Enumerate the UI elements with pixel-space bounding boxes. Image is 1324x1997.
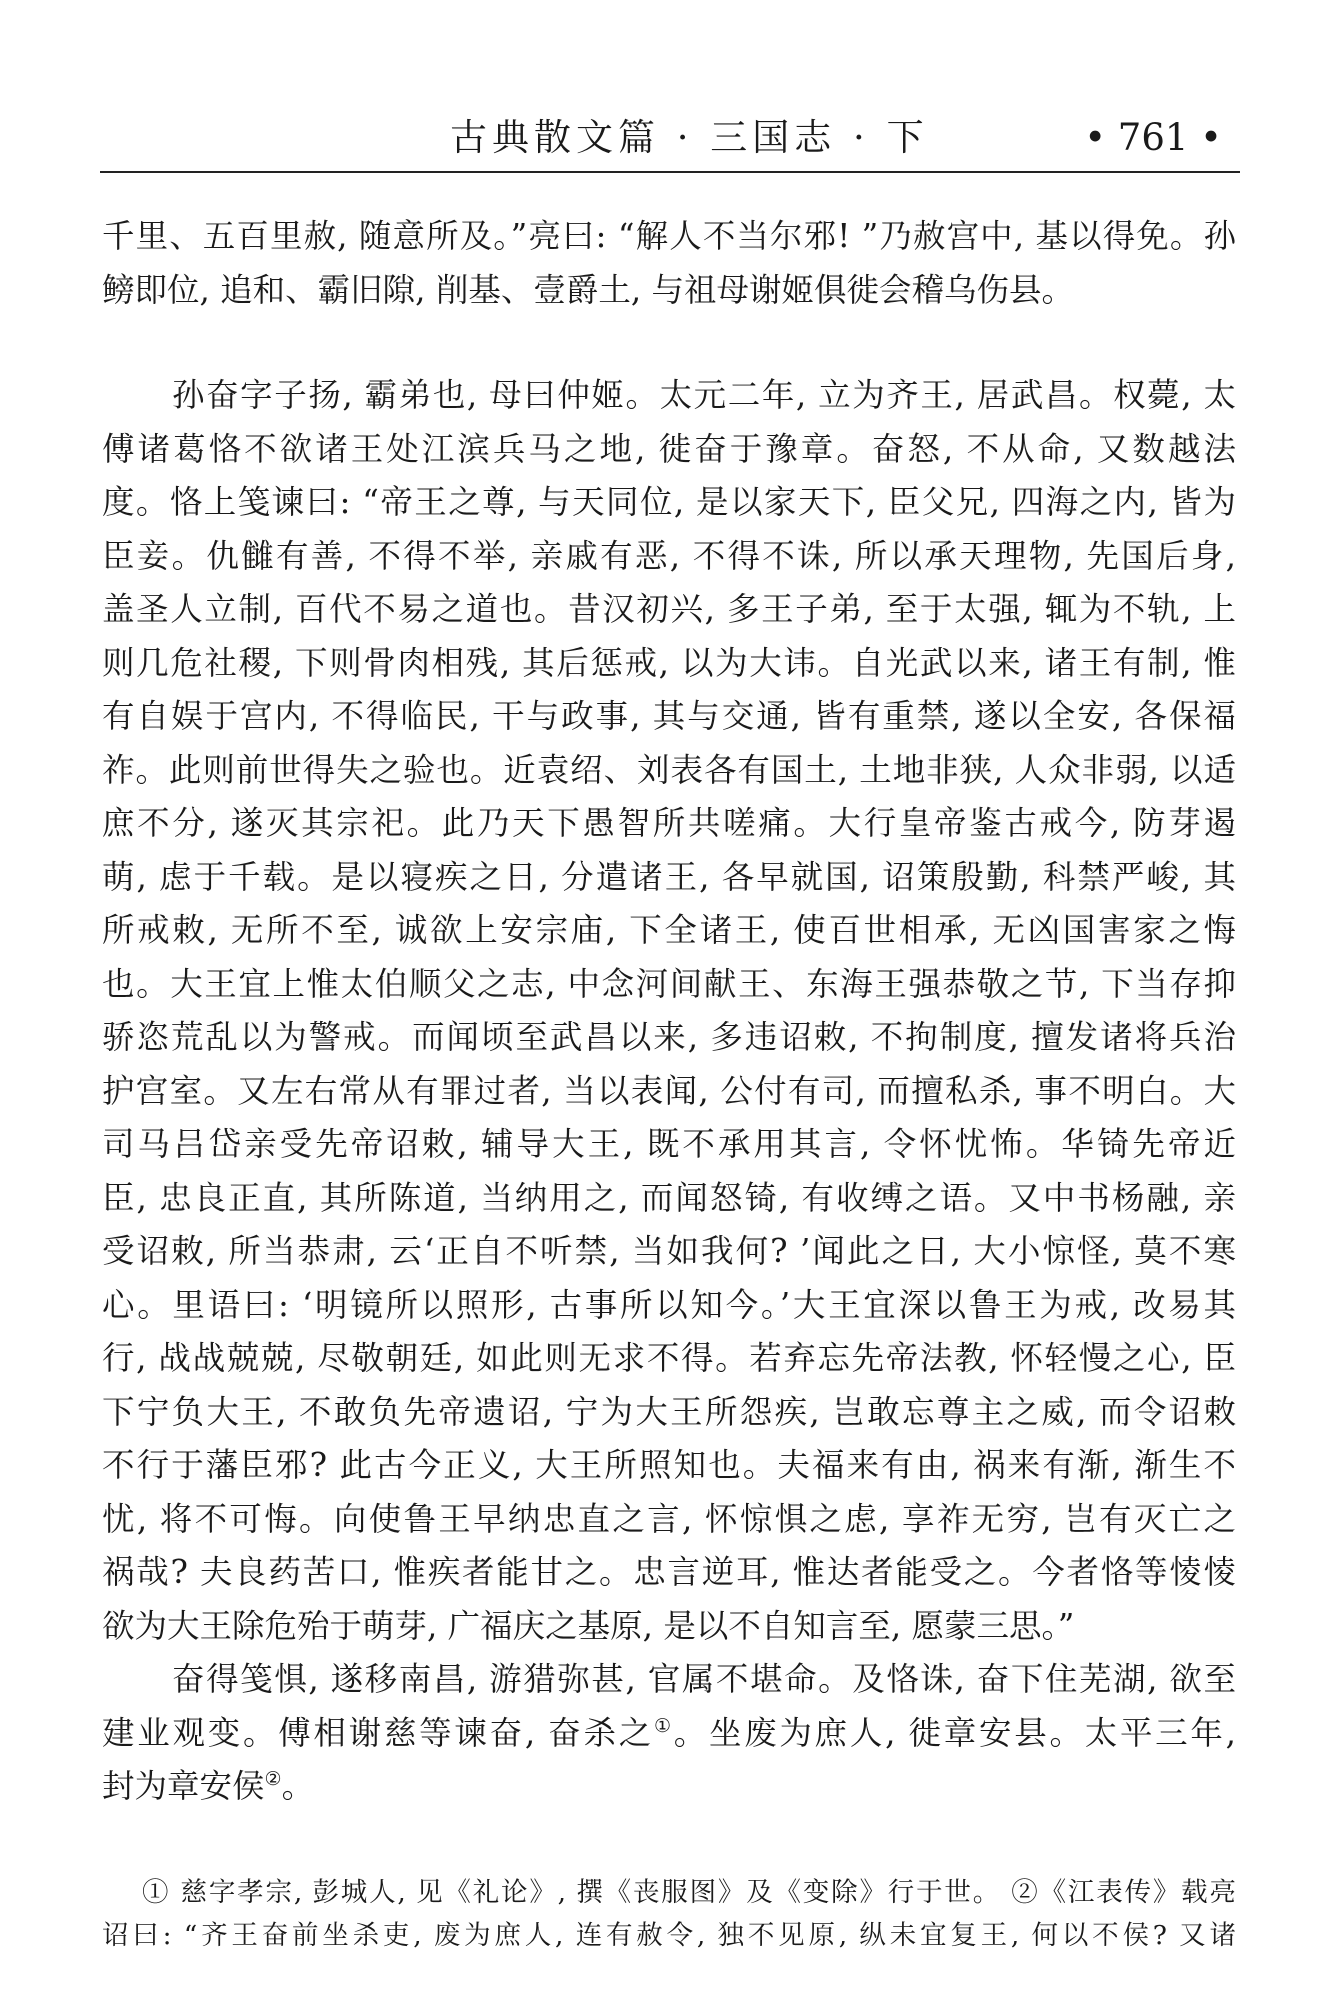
text-line: 孙奋字子扬, 霸弟也, 母曰仲姬。太元二年, 立为齐王, 居武昌。权薨, 太 xyxy=(172,376,1236,414)
text-line: 萌, 虑于千载。是以寝疾之日, 分遣诸王, 各早就国, 诏策殷勤, 科禁严峻, 其 xyxy=(102,857,1236,896)
text-line: 则几危社稷, 下则骨肉相残, 其后惩戒, 以为大讳。自光武以来, 诸王有制, 惟 xyxy=(102,643,1236,682)
text-line: 受诏敕, 所当恭肃, 云‘正自不听禁, 当如我何? ’闻此之日, 大小惊怪, 莫不寒 xyxy=(102,1232,1236,1270)
text-line: 盖圣人立制, 百代不易之道也。昔汉初兴, 多王子弟, 至于太强, 辄为不轨, 上 xyxy=(102,590,1236,628)
text-line: 臣妾。仇雠有善, 不得不举, 亲戚有恶, 不得不诛, 所以承天理物, 先国后身, xyxy=(102,536,1236,575)
text-line: 千里、五百里赦, 随意所及。”亮曰: “解人不当尔邪! ”乃赦宫中, 基以得免。孙 xyxy=(102,217,1236,255)
text-line: 司马吕岱亲受先帝诏敕, 辅导大王, 既不承用其言, 令怀忧怖。华锜先帝近 xyxy=(102,1125,1236,1163)
text-line: 骄恣荒乱以为警戒。而闻顷至武昌以来, 多违诏敕, 不拘制度, 擅发诸将兵治 xyxy=(102,1018,1236,1056)
text-line: 忧, 将不可悔。向使鲁王早纳忠直之言, 怀惊惧之虑, 享祚无穷, 岂有灭亡之 xyxy=(102,1499,1236,1538)
main-text xyxy=(102,210,1236,1814)
text-segment: 。坐废为庶人, 徙章安县。太平三年, xyxy=(673,1713,1236,1752)
page-number: • 761 • xyxy=(1084,116,1222,159)
text-line: 不行于藩臣邪? 此古今正义, 大王所照知也。夫福来有由, 祸来有渐, 渐生不 xyxy=(102,1446,1236,1484)
text-line: 祚。此则前世得失之验也。近袁绍、刘表各有国土, 土地非狭, 人众非弱, 以适 xyxy=(102,750,1236,789)
text-line xyxy=(102,1760,1236,1814)
text-line: 鳑即位, 追和、霸旧隙, 削基、壹爵土, 与祖母谢姬俱徙会稽乌伤县。 xyxy=(102,270,1074,309)
text-line: 护宫室。又左右常从有罪过者, 当以表闻, 公付有司, 而擅私杀, 事不明白。大 xyxy=(102,1071,1236,1110)
running-title: 古典散文篇 · 三国志 · 下 xyxy=(450,116,929,159)
text-line: 傅诸葛恪不欲诸王处江滨兵马之地, 徙奋于豫章。奋怒, 不从命, 又数越法 xyxy=(102,429,1236,468)
paragraph-gap xyxy=(102,317,1236,369)
footnote-line: ① 慈字孝宗, 彭城人, 见《礼论》, 撰《丧服图》及《变除》行于世。 ②《江表传》载亮 xyxy=(142,1877,1236,1908)
text-line: 所戒敕, 无所不至, 诚欲上安宗庙, 下全诸王, 使百世相承, 无凶国害家之悔 xyxy=(102,911,1236,949)
text-line: 也。大王宜上惟太伯顺父之志, 中念河间献王、东海王强恭敬之节, 下当存抑 xyxy=(102,964,1236,1003)
text-segment: 。 xyxy=(281,1767,315,1805)
text-line: 奋得笺惧, 遂移南昌, 游猎弥甚, 官属不堪命。及恪诛, 奋下住芜湖, 欲至 xyxy=(172,1660,1236,1698)
text-line: 庶不分, 遂灭其宗祀。此乃天下愚智所共嗟痛。大行皇帝鉴古戒今, 防芽遏 xyxy=(102,804,1236,842)
text-segment: 封为章安侯 xyxy=(102,1767,265,1805)
text-segment: 建业观变。傅相谢慈等谏奋, 奋杀之 xyxy=(102,1713,654,1752)
text-line: 欲为大王除危殆于萌芽, 广福庆之基原, 是以不自知言至, 愿蒙三思。” xyxy=(102,1606,1075,1645)
footnote-line: 诏曰: “齐王奋前坐杀吏, 废为庶人, 连有赦令, 独不见原, 纵未宜复王, 何以不侯? 又诸 xyxy=(102,1920,1236,1951)
text-line: 祸哉? 夫良药苦口, 惟疾者能甘之。忠言逆耳, 惟达者能受之。今者恪等㥄㥄 xyxy=(102,1553,1236,1591)
text-line: 有自娱于宫内, 不得临民, 干与政事, 其与交通, 皆有重禁, 遂以全安, 各保福 xyxy=(102,697,1236,735)
text-line: 心。里语曰: ‘明镜所以照形, 古事所以知今。’大王宜深以鲁王为戒, 改易其 xyxy=(102,1285,1236,1324)
header-rule xyxy=(100,171,1240,173)
text-line: 度。恪上笺谏曰: “帝王之尊, 与天同位, 是以家天下, 臣父兄, 四海之内, 皆为 xyxy=(102,483,1236,521)
footnote-marker[interactable]: ② xyxy=(264,1768,282,1791)
running-header xyxy=(100,108,1240,168)
footnotes xyxy=(102,1871,1236,1957)
footnote-marker[interactable]: ① xyxy=(653,1714,674,1737)
text-line: 下宁负大王, 不敢负先帝遗诏, 宁为大王所怨疾, 岂敢忘尊主之威, 而令诏敕 xyxy=(102,1392,1236,1431)
text-line: 行, 战战兢兢, 尽敬朝廷, 如此则无求不得。若弃忘先帝法教, 怀轻慢之心, 臣 xyxy=(102,1339,1236,1377)
text-line xyxy=(102,1707,1236,1761)
text-line: 臣, 忠良正直, 其所陈道, 当纳用之, 而闻怒锜, 有收缚之语。又中书杨融, 亲 xyxy=(102,1178,1236,1217)
